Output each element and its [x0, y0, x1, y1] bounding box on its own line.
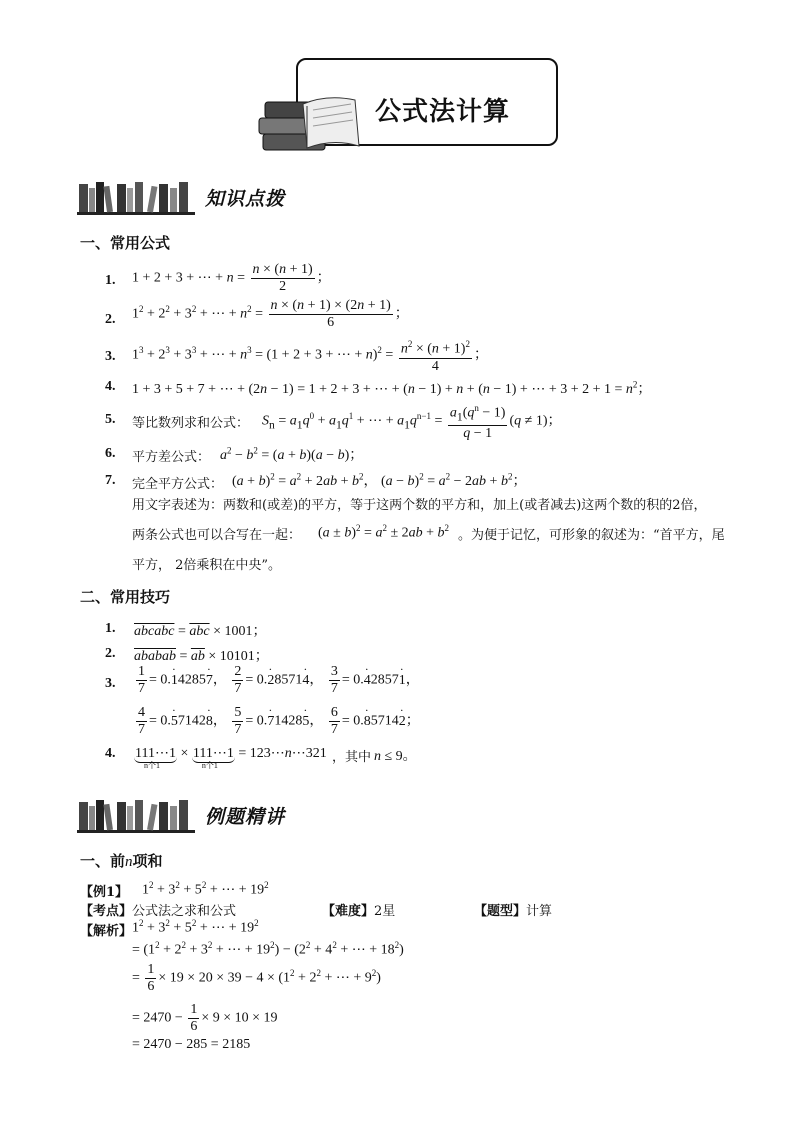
banner-examples: 例题精讲 [205, 806, 286, 828]
type-value: 计算 [526, 904, 553, 919]
formula-difference-of-squares: $a^2 - b^2 = (a + b)(a - b)$； [220, 445, 364, 463]
formula-explanation: 两条公式也可以合写在一起： [132, 528, 302, 543]
books-banner-icon [77, 796, 197, 838]
technique-number: 1. [105, 621, 116, 636]
section-heading-partial-sums [80, 850, 163, 871]
brace-label: n个1 [201, 761, 218, 770]
solution-header [80, 920, 132, 939]
example-header [80, 881, 128, 900]
kaodian-value: 公式法之求和公式 [132, 904, 237, 919]
example-problem: $1^2 + 3^2 + 5^2$ + ⋯ + $19^2$ [142, 880, 269, 898]
formula-explanation: 。为便于记忆，可形象的叙述为：“首平方，尾 [458, 528, 725, 543]
formula-arithmetic-sum: 1 + 2 + 3 + ⋯ + n = $\frac{n \times (n + 1)}{2}$ ； [132, 262, 331, 294]
technique-condition: n ≤ 9。 [374, 749, 417, 764]
formula-number: 5. [105, 412, 116, 427]
technique-number: 2. [105, 646, 116, 661]
difficulty-value: 2星 [374, 904, 396, 919]
solution-step-4: = 2470 − 285 = 2185 [132, 1037, 251, 1052]
formula-square-sum: $1^2 + 2^2 + 3^2$ + ⋯ + $n^2$ = $\frac{n \times (n + 1) \times (2n + 1)}{6}$ ； [132, 298, 409, 330]
kaodian-label: 【考点】 [80, 904, 133, 919]
solution-value: 2470 [143, 1010, 172, 1026]
formula-number: 6. [105, 446, 116, 461]
formula-cube-sum: $1^3 + 2^3 + 3^3$ + ⋯ + $n^3 = (1 + 2 + 3$ + ⋯ + n)$^2$ = $\frac{n^2 \times (n + 1)^2}{4}$ ； [132, 336, 488, 375]
heading-variable: n [125, 854, 133, 870]
formula-odd-sum: 1 + 3 + 5 + 7 + ⋯ + (2n − 1) = 1 + 2 + 3 + ⋯ + (n − 1) + n + (n − 1) + ⋯ + $3 + 2 + 1 = n^2$； [132, 379, 652, 397]
solution-step-1: = ($1^2 + 2^2 + 3^2$ + ⋯ + $19^2) - (2^2 + 4^2$ + ⋯ + $18^2$) [132, 940, 404, 958]
example-difficulty [322, 900, 395, 919]
books-illustration-icon [255, 90, 365, 162]
technique-number: 4. [105, 746, 116, 761]
formula-number: 2. [105, 312, 116, 327]
brace-label: n个1 [144, 761, 160, 770]
banner-knowledge: 知识点拨 [205, 188, 286, 210]
formula-label: 等比数列求和公式： [132, 416, 250, 431]
formula-explanation: 平方， 2倍乘积在中央”。 [132, 558, 282, 573]
solution-label: 【解析】 [80, 924, 133, 939]
page-title: 公式法计算 [375, 97, 511, 127]
heading-suffix: 项和 [132, 852, 163, 870]
technique-repunit-square: 111⋯1 n个1 × 111⋯1 n个1 = 123⋯n⋯321 [135, 746, 327, 770]
formula-number: 7. [105, 473, 116, 488]
solution-step-0: $1^2 + 3^2 + 5^2$ + ⋯ + $19^2$ [132, 918, 259, 936]
example-meta [80, 900, 236, 919]
technique-abcabc: abcabc = $\overline{abc} \times 1001$； [134, 624, 267, 639]
difficulty-label: 【难度】 [322, 904, 375, 919]
section-heading-formulas: 一、常用公式 [80, 234, 171, 252]
technique-ababab: ababab = $\overline{ab} \times 10101$； [134, 649, 269, 664]
books-banner-icon [77, 178, 197, 220]
formula-explanation: 用文字表述为：两数和(或差)的平方，等于这两个数的平方和，加上(或者减去)这两个数的积的2倍， [132, 498, 707, 513]
technique-sevenths-row1: $\frac{1}{7}$ = 0.· 14285· 7， $\frac{2}{7}$ = 0.· 28571· 4， $\frac{3}{7}$ = 0.· 42857· 1， [134, 664, 420, 697]
solution-step-3: = 2470 − $\frac{1}{6}$ × 9 × 10 × 19 [132, 1002, 278, 1034]
formula-number: 1. [105, 273, 116, 288]
section-heading-techniques: 二、常用技巧 [80, 588, 171, 606]
technique-number: 3. [105, 676, 116, 691]
formula-label: 平方差公式： [132, 450, 211, 465]
heading-prefix: 一、前 [80, 852, 126, 870]
formula-number: 3. [105, 349, 116, 364]
example-label: 【例1】 [80, 885, 129, 900]
type-label: 【题型】 [474, 904, 527, 919]
example-type [474, 900, 552, 919]
solution-step-2: = $\frac{1}{6}$ × $19 \times 20 \times 39 - 4 \times (1^2 + 2^2$ + ⋯ + $9^2$) [132, 962, 381, 994]
technique-sevenths-row2: $\frac{4}{7}$ = 0.· 57142· 8， $\frac{5}{7}$ = 0.· 71428· 5， $\frac{6}{7}$ = 0.· 85714· 2； [134, 705, 420, 738]
solution-final: 2470 − 285 = 2185 [143, 1037, 251, 1052]
technique-condition-text: ，其中 [332, 750, 372, 765]
formula-geometric-sum: $S_n = a_1q^0 + a_1q^1$ + ⋯ + $a_1q^{n-1}$ = $\frac{a_1(q^n - 1)}{q - 1}$ (q ≠ 1)； [262, 400, 562, 442]
formula-perfect-square: $(a + b)^2 = a^2 + 2ab + b^2$， $(a - b)^2 = a^2 - 2ab + b^2$； [232, 471, 527, 489]
formula-number: 4. [105, 379, 116, 394]
formula-label: 完全平方公式： [132, 477, 224, 492]
formula-combined-square: $(a \pm b)^2 = a^2 \pm 2ab + b^2$ [318, 523, 450, 541]
